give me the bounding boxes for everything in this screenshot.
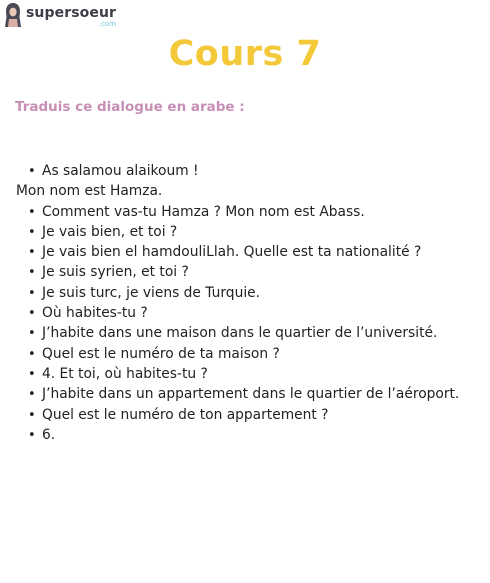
dialogue-line — [16, 425, 486, 445]
veiled-woman-icon — [4, 2, 22, 28]
dialogue-list — [16, 161, 486, 445]
bullet-marker: • — [28, 285, 36, 301]
bullet-marker: • — [28, 164, 36, 179]
dialogue-line — [16, 262, 486, 282]
dialogue-text: Comment vas-tu Hamza ? Mon nom est Abass. — [42, 203, 365, 220]
brand-name: supersoeur — [26, 5, 117, 21]
dialogue-text: Où habites-tu ? — [42, 305, 148, 322]
brand-logo[interactable] — [4, 2, 116, 28]
page-title: Cours 7 — [168, 34, 322, 74]
dialogue-line — [16, 181, 486, 201]
bullet-marker: • — [28, 387, 36, 403]
dialogue-text: Je suis turc, je viens de Turquie. — [42, 284, 261, 301]
dialogue-line — [16, 283, 486, 303]
dialogue-text: Je suis syrien, et toi ? — [42, 264, 189, 281]
dialogue-line — [16, 405, 486, 425]
dialogue-line — [16, 364, 486, 384]
dialogue-text: As salamou alaikoum ! — [42, 163, 199, 179]
dialogue-line — [16, 161, 486, 181]
dialogue-line — [16, 323, 486, 343]
dialogue-line — [16, 222, 486, 242]
dialogue-line — [16, 384, 486, 404]
dialogue-line — [16, 303, 486, 323]
bullet-marker: • — [28, 204, 36, 220]
dialogue-text: Quel est le numéro de ton appartement ? — [42, 406, 329, 423]
dialogue-text: Je vais bien el hamdouliLlah. Quelle est ta nationalité ? — [42, 244, 422, 261]
dialogue-text: J’habite dans un appartement dans le quartier de l’aéroport. — [42, 386, 460, 403]
bullet-marker: • — [28, 407, 36, 423]
dialogue-line — [16, 202, 486, 222]
exercise-instruction: Traduis ce dialogue en arabe : — [15, 99, 245, 115]
dialogue-text: 6. — [42, 426, 56, 443]
dialogue-text: J’habite dans une maison dans le quartier de l’université. — [42, 325, 438, 342]
dialogue-text: Quel est le numéro de ta maison ? — [42, 345, 280, 362]
bullet-marker: • — [28, 326, 36, 342]
dialogue-line — [16, 344, 486, 364]
dialogue-text: Je vais bien, et toi ? — [42, 223, 178, 240]
bullet-marker: • — [28, 265, 36, 281]
dialogue-text: 4. Et toi, où habites-tu ? — [42, 365, 208, 382]
bullet-marker: • — [28, 346, 36, 362]
bullet-marker: • — [28, 306, 36, 322]
bullet-marker: • — [28, 224, 36, 240]
bullet-marker: • — [28, 366, 36, 382]
brand-domain: .com — [98, 20, 117, 28]
bullet-marker: • — [28, 427, 36, 443]
dialogue-text: Mon nom est Hamza. — [16, 183, 163, 200]
bullet-marker: • — [28, 245, 36, 261]
dialogue-line — [16, 242, 486, 262]
